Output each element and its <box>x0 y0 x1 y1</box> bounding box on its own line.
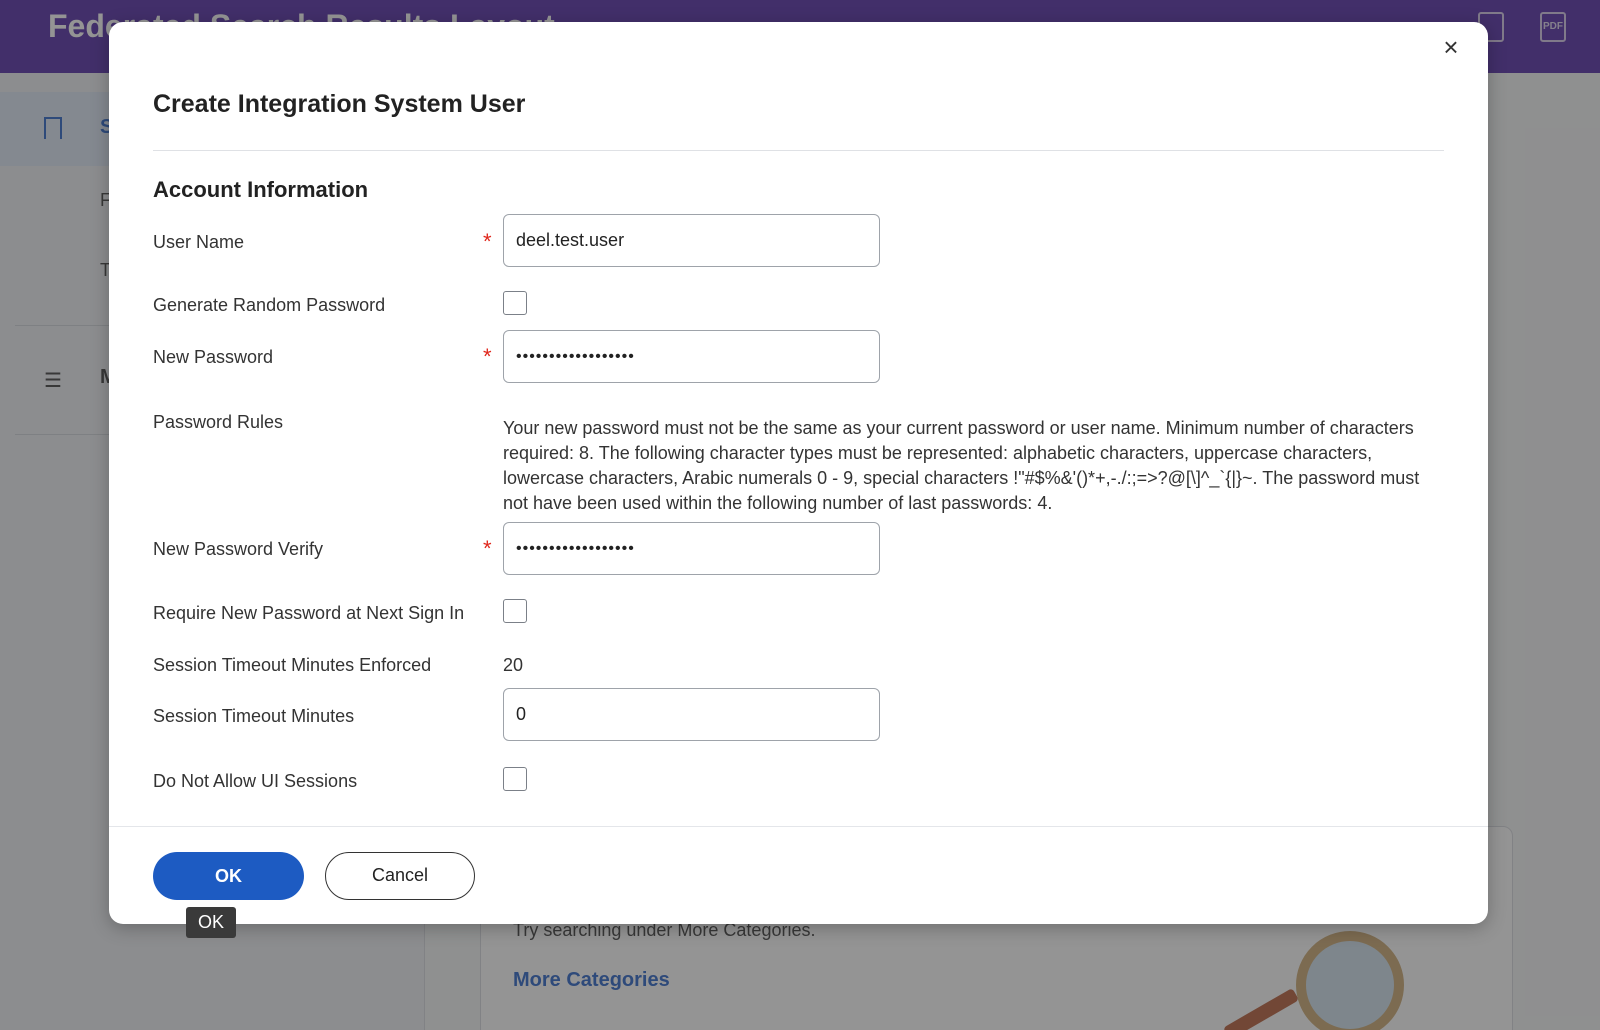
cancel-button[interactable]: Cancel <box>325 852 475 900</box>
generate-random-password-label: Generate Random Password <box>153 295 386 315</box>
new-password-verify-label: New Password Verify <box>153 539 324 559</box>
new-password-input[interactable]: •••••••••••••••••• <box>503 330 880 383</box>
user-name-label: User Name <box>153 232 245 252</box>
user-name-input[interactable]: deel.test.user <box>503 214 880 267</box>
session-timeout-enforced-value: 20 <box>503 655 524 675</box>
do-not-allow-ui-sessions-label: Do Not Allow UI Sessions <box>153 771 358 791</box>
create-isu-dialog <box>109 22 1488 924</box>
dialog-title: Create Integration System User <box>153 90 526 118</box>
session-timeout-enforced-label: Session Timeout Minutes Enforced <box>153 655 432 675</box>
footer-divider <box>109 826 1488 827</box>
title-divider <box>153 150 1444 151</box>
required-marker: * <box>483 344 492 369</box>
required-marker: * <box>483 536 492 561</box>
section-title: Account Information <box>153 177 369 202</box>
ok-button[interactable]: OK <box>153 852 304 900</box>
do-not-allow-ui-sessions-checkbox[interactable] <box>503 767 527 791</box>
require-new-password-checkbox[interactable] <box>503 599 527 623</box>
ok-tooltip: OK <box>186 907 236 938</box>
required-marker: * <box>483 229 492 254</box>
new-password-label: New Password <box>153 347 274 367</box>
session-timeout-minutes-input[interactable]: 0 <box>503 688 880 741</box>
session-timeout-minutes-label: Session Timeout Minutes <box>153 706 355 726</box>
require-new-password-label: Require New Password at Next Sign In <box>153 603 465 623</box>
password-rules-label: Password Rules <box>153 412 284 432</box>
new-password-verify-input[interactable]: •••••••••••••••••• <box>503 522 880 575</box>
generate-random-password-checkbox[interactable] <box>503 291 527 315</box>
password-rules-text: Your new password must not be the same as your current password or user name. Minimum number of characters required: 8. The following character types must be represented: alphabetic characters, uppercase characters, lowercase characters, Arabic numerals 0 - 9, special characters !"#$%&'()*+,-./:;=>?@[\]^_`{|}~. The password must not have been used within the following number of last passwords: 4. <box>503 418 1420 513</box>
close-icon[interactable]: × <box>1443 32 1459 62</box>
